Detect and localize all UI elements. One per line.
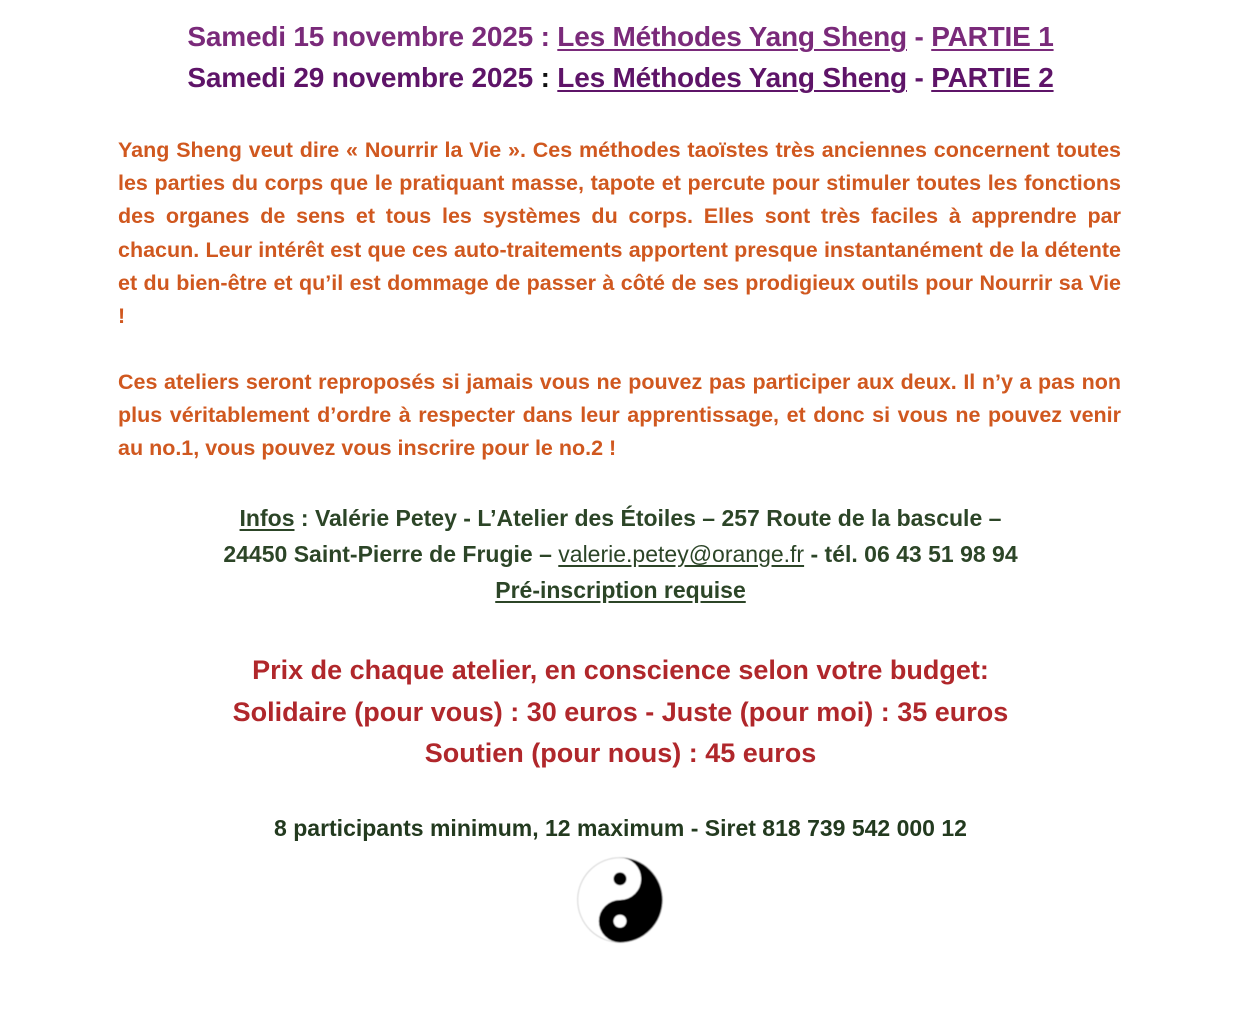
session-date: Samedi 15 novembre 2025	[187, 21, 533, 52]
session-date: Samedi 29 novembre 2025	[187, 62, 533, 93]
price-block	[0, 650, 1241, 775]
price-tiers-2: Soutien (pour nous) : 45 euros	[424, 738, 817, 768]
note-paragraph: Ces ateliers seront reproposés si jamais vous ne pouvez pas participer aux deux. Il n’y a pas non plus véritablement d’ordre à respecter dans leur apprentissage, et donc si vous ne pouvez venir au no.1, vous pouvez vous inscrire pour le no.2 !	[118, 370, 1121, 461]
contact-line-3	[0, 572, 1241, 608]
price-heading: Prix de chaque atelier, en conscience selon votre budget:	[252, 655, 989, 685]
title-separator: :	[533, 21, 558, 52]
contact-town: 24450 Saint-Pierre de Frugie –	[223, 541, 559, 567]
session-title-2	[0, 57, 1241, 98]
yin-yang-icon	[574, 854, 666, 946]
contact-phone: - tél. 06 43 51 98 94	[804, 541, 1018, 567]
title-separator: :	[533, 62, 558, 93]
part-2-link[interactable]: PARTIE 2	[931, 62, 1054, 93]
title-dash: -	[906, 62, 932, 93]
title-dash: -	[906, 21, 932, 52]
methods-link[interactable]: Les Méthodes Yang Sheng	[557, 21, 907, 52]
infos-label: Infos	[239, 505, 295, 531]
preinscription-notice: Pré-inscription requise	[495, 577, 746, 603]
part-1-link[interactable]: PARTIE 1	[931, 21, 1054, 52]
intro-paragraph: Yang Sheng veut dire « Nourrir la Vie ». Ces méthodes taoïstes très anciennes concernent toutes les parties du corps que le pratiquant masse, tapote et percute pour stimuler toutes les fonctions des organes de sens et tous les systèmes du corps. Elles sont très faciles à apprendre par chacun. Leur intérêt est que ces auto-traitements apportent presque instantanément de la détente et du bien-être et qu’il est dommage de passer à côté de ses prodigieux outils pour Nourrir sa Vie !	[118, 138, 1121, 329]
session-title-1	[0, 16, 1241, 57]
price-tiers-1: Solidaire (pour vous) : 30 euros - Juste (pour moi) : 35 euros	[232, 696, 1009, 727]
participants-siret: 8 participants minimum, 12 maximum - Siret 818 739 542 000 12	[274, 815, 967, 841]
contact-line-1	[0, 500, 1241, 536]
methods-link[interactable]: Les Méthodes Yang Sheng	[557, 62, 907, 93]
contact-block	[0, 500, 1241, 608]
contact-line-2	[0, 536, 1241, 572]
session-titles	[0, 16, 1241, 98]
email-link[interactable]: valerie.petey@orange.fr	[558, 541, 805, 567]
contact-address: : Valérie Petey - L’Atelier des Étoiles – 257 Route de la bascule –	[294, 505, 1002, 531]
